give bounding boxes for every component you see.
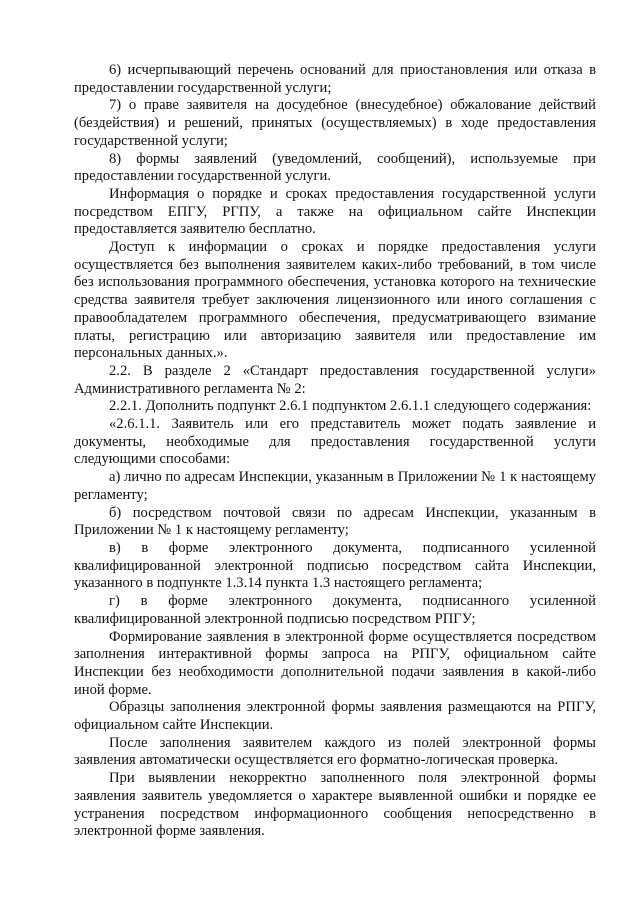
paragraph-method-a: а) лично по адресам Инспекции, указанным в Приложении № 1 к настоящему регламенту; (74, 469, 596, 503)
paragraph-error-notification: При выявлении некорректно заполненного поля электронной формы заявления заявитель уведомляется о характере выявленной ошибки и порядке ее устранения посредством информационного сообщения непосредственно в электронной форме заявления. (74, 770, 596, 840)
paragraph-method-v: в) в форме электронного документа, подписанного усиленной квалифицированной электронной подписью посредством сайта Инспекции, указанного в подпункте 1.3.14 пункта 1.3 настоящего регламента; (74, 539, 596, 592)
paragraph-section-2-2: 2.2. В разделе 2 «Стандарт предоставления государственной услуги» Административного регламента № 2: (74, 362, 596, 397)
paragraph-2-6-1-1: «2.6.1.1. Заявитель или его представитель может подать заявление и документы, необходимые для предоставления государственной услуги следующими способами: (74, 416, 596, 468)
paragraph-access-information: Доступ к информации о сроках и порядке предоставления услуги осуществляется без выполнения заявителем каких-либо требований, в том числе без использования программного обеспечения, установка которого на технические средства заявителя требует заключения лицензионного или иного соглашения с правообладателем программного обеспечения, предусматривающего взимание платы, регистрацию или авторизацию заявителя или предоставление им персональных данных.». (74, 239, 596, 362)
paragraph-item-6: 6) исчерпывающий перечень оснований для приостановления или отказа в предоставлении государственной услуги; (74, 62, 596, 96)
paragraph-format-check: После заполнения заявителем каждого из полей электронной формы заявления автоматически осуществляется его форматно-логическая проверка. (74, 734, 596, 769)
paragraph-electronic-form: Формирование заявления в электронной форме осуществляется посредством заполнения интерактивной формы запроса на РПГУ, официальном сайте Инспекции без необходимости дополнительной подачи заявления в какой-либо иной форме. (74, 628, 596, 698)
paragraph-method-b: б) посредством почтовой связи по адресам Инспекции, указанным в Приложении № 1 к настоящему регламенту; (74, 504, 596, 539)
paragraph-information-free: Информация о порядке и сроках предоставления государственной услуги посредством ЕПГУ, РГПУ, а также на официальном сайте Инспекции предоставляется заявителю бесплатно. (74, 185, 596, 238)
paragraph-item-7: 7) о праве заявителя на досудебное (внесудебное) обжалование действий (бездействия) и решений, принятых (осуществляемых) в ходе предоставления государственной услуги; (74, 97, 596, 149)
paragraph-item-8: 8) формы заявлений (уведомлений, сообщений), используемые при предоставлении государственной услуги. (74, 150, 596, 185)
paragraph-method-g: г) в форме электронного документа, подписанного усиленной квалифицированной электронной подписью посредством РПГУ; (74, 593, 596, 627)
paragraph-section-2-2-1: 2.2.1. Дополнить подпункт 2.6.1 подпунктом 2.6.1.1 следующего содержания: (109, 398, 592, 415)
paragraph-samples: Образцы заполнения электронной формы заявления размещаются на РПГУ, официальном сайте Инспекции. (74, 699, 596, 734)
document-body (74, 62, 596, 841)
